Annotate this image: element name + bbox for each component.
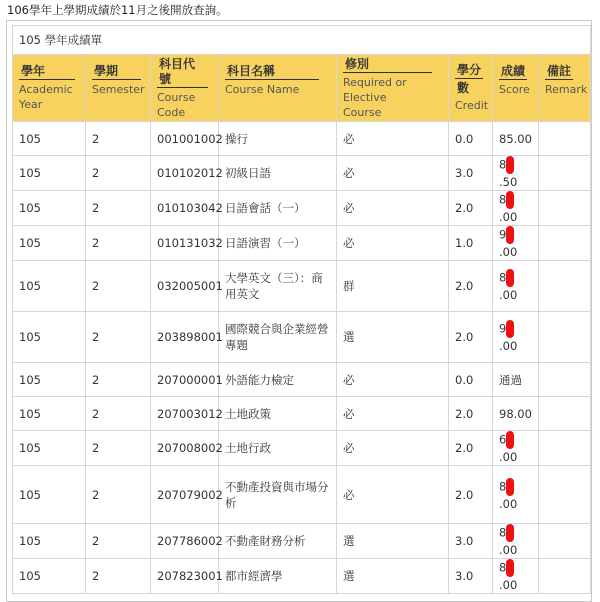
header-year-en2: Year [19,98,43,111]
cell-required-type: 必 [337,397,449,431]
cell-required-type: 必 [337,122,449,156]
table-row [13,524,591,559]
header-code-en1: Course [157,90,196,104]
table-row [13,431,591,466]
cell-course-name: 操行 [219,122,337,156]
header-code [151,55,219,122]
cell-code: 207008002 [151,431,219,466]
cell-remark [539,363,591,397]
header-remark-zh: 備註 [547,64,572,78]
cell-credit: 1.0 [449,226,493,261]
cell-year: 105 [13,156,86,191]
cell-score [493,559,539,594]
header-required-en2: Course [343,105,382,119]
cell-score [493,226,539,261]
score-visible-suffix: .00 [499,339,518,353]
cell-semester: 2 [86,559,151,594]
cell-semester: 2 [86,363,151,397]
redaction-mark [506,191,514,209]
table-row [13,122,591,156]
cell-semester: 2 [86,466,151,524]
cell-score [493,261,539,312]
cell-course-name: 日語會話（一） [219,191,337,226]
cell-credit: 2.0 [449,397,493,431]
score-visible-suffix: .00 [499,450,518,464]
header-code-en2: Code [157,105,186,119]
cell-semester: 2 [86,312,151,363]
cell-required-type: 必 [337,431,449,466]
cell-remark [539,261,591,312]
score-visible-prefix: 9 [499,321,507,336]
table-row [13,312,591,363]
cell-year: 105 [13,431,86,466]
header-required-zh: 修別 [343,57,432,73]
redaction-mark [506,226,514,244]
score-visible-suffix: .00 [499,543,518,557]
cell-required-type: 必 [337,156,449,191]
cell-semester: 2 [86,397,151,431]
redaction-mark [506,320,514,338]
cell-credit: 3.0 [449,156,493,191]
cell-code: 010102012 [151,156,219,191]
cell-year: 105 [13,524,86,559]
cell-year: 105 [13,261,86,312]
cell-score [493,156,539,191]
cell-remark [539,466,591,524]
header-name-en1: Course Name [225,83,300,96]
cell-required-type: 群 [337,261,449,312]
cell-required-type: 必 [337,191,449,226]
notice-text: 106學年上學期成績於11月之後開放查詢。 [7,3,228,17]
cell-course-name: 大學英文（三）：商用英文 [219,261,337,312]
cell-required-type: 必 [337,226,449,261]
cell-code: 207786002 [151,524,219,559]
cell-credit: 2.0 [449,191,493,226]
cell-remark [539,559,591,594]
cell-credit: 2.0 [449,261,493,312]
cell-credit: 0.0 [449,363,493,397]
cell-credit: 0.0 [449,122,493,156]
cell-remark [539,226,591,261]
cell-semester: 2 [86,122,151,156]
table-row [13,466,591,524]
redaction-mark [506,431,514,449]
cell-score [493,431,539,466]
table-row [13,156,591,191]
cell-course-name: 日語演習（一） [219,226,337,261]
cell-year: 105 [13,363,86,397]
cell-required-type: 選 [337,559,449,594]
header-credit [449,55,493,122]
score-visible-prefix: 8 [499,192,507,207]
header-remark-en1: Remark [545,83,588,96]
header-remark [539,55,591,122]
score-visible-prefix: 8 [499,157,507,172]
cell-score [493,524,539,559]
redaction-mark [506,269,514,287]
cell-code: 207079002 [151,466,219,524]
cell-year: 105 [13,466,86,524]
score-visible-suffix: .00 [499,210,518,224]
cell-code: 010103042 [151,191,219,226]
cell-year: 105 [13,226,86,261]
header-score-en1: Score [499,83,530,96]
cell-semester: 2 [86,156,151,191]
cell-remark [539,156,591,191]
cell-score: 98.00 [493,397,539,431]
cell-code: 203898001 [151,312,219,363]
cell-course-name: 都市經濟學 [219,559,337,594]
cell-semester: 2 [86,226,151,261]
cell-year: 105 [13,397,86,431]
header-name [219,55,337,122]
score-visible-prefix: 9 [499,227,507,242]
cell-year: 105 [13,312,86,363]
header-semester-en1: Semester [92,83,145,96]
cell-course-name: 外語能力檢定 [219,363,337,397]
table-header-row [13,55,591,122]
table-row [13,559,591,594]
cell-semester: 2 [86,524,151,559]
score-visible-suffix: .50 [499,175,518,189]
score-visible-suffix: .00 [499,496,518,511]
table-row [13,261,591,312]
cell-remark [539,431,591,466]
header-year-zh: 學年 [19,64,75,80]
cell-remark [539,122,591,156]
table-title: 105 學年成績單 [13,26,591,55]
cell-course-name: 土地政策 [219,397,337,431]
score-visible-suffix: .00 [499,578,518,592]
cell-credit: 2.0 [449,466,493,524]
cell-semester: 2 [86,261,151,312]
header-code-zh: 科目代號 [157,57,208,88]
cell-score: 通過 [493,363,539,397]
header-semester-zh: 學期 [92,64,141,80]
cell-course-name: 不動產投資與市場分析 [219,466,337,524]
header-semester [86,55,151,122]
cell-code: 010131032 [151,226,219,261]
cell-year: 105 [13,559,86,594]
table-body [13,122,591,594]
redaction-mark [506,156,514,174]
cell-code: 001001002 [151,122,219,156]
table-row [13,363,591,397]
header-credit-en1: Credit [455,99,489,112]
redaction-mark [506,478,514,496]
grades-table [12,25,591,594]
cell-credit: 2.0 [449,431,493,466]
header-required [337,55,449,122]
cell-course-name: 土地行政 [219,431,337,466]
score-visible-suffix: .00 [499,288,518,302]
cell-score: 85.00 [493,122,539,156]
header-score-zh: 成績 [501,64,526,78]
cell-code: 207823001 [151,559,219,594]
cell-semester: 2 [86,191,151,226]
cell-remark [539,397,591,431]
score-visible-prefix: 8 [499,525,507,540]
score-visible-prefix: 6 [499,432,507,447]
cell-year: 105 [13,191,86,226]
redaction-mark [506,559,514,577]
cell-course-name: 初級日語 [219,156,337,191]
cell-code: 032005001 [151,261,219,312]
header-required-en1: Required or Elective [343,75,407,104]
score-visible-suffix: .00 [499,245,518,259]
cell-required-type: 必 [337,363,449,397]
cell-score [493,191,539,226]
header-year [13,55,86,122]
cell-course-name: 國際競合與企業經營專題 [219,312,337,363]
score-visible-prefix: 8 [499,270,507,285]
grades-panel [6,20,592,602]
table-row [13,226,591,261]
header-score [493,55,539,122]
header-credit-zh2: 數 [457,81,470,95]
cell-credit: 3.0 [449,524,493,559]
score-visible-prefix: 8 [499,560,507,575]
table-row [13,191,591,226]
cell-remark [539,191,591,226]
cell-remark [539,312,591,363]
score-visible-prefix: 8 [499,479,507,493]
header-name-zh: 科目名稱 [225,64,319,80]
cell-course-name: 不動產財務分析 [219,524,337,559]
cell-semester: 2 [86,431,151,466]
cell-required-type: 選 [337,312,449,363]
redaction-mark [506,524,514,542]
cell-score [493,466,539,524]
header-year-en1: Academic [19,83,73,96]
cell-credit: 3.0 [449,559,493,594]
table-title-row [13,26,591,55]
cell-code: 207003012 [151,397,219,431]
table-row [13,397,591,431]
header-credit-zh1: 學分 [457,63,482,77]
cell-required-type: 必 [337,466,449,524]
cell-year: 105 [13,122,86,156]
cell-score [493,312,539,363]
cell-code: 207000001 [151,363,219,397]
cell-credit: 2.0 [449,312,493,363]
cell-remark [539,524,591,559]
cell-required-type: 選 [337,524,449,559]
